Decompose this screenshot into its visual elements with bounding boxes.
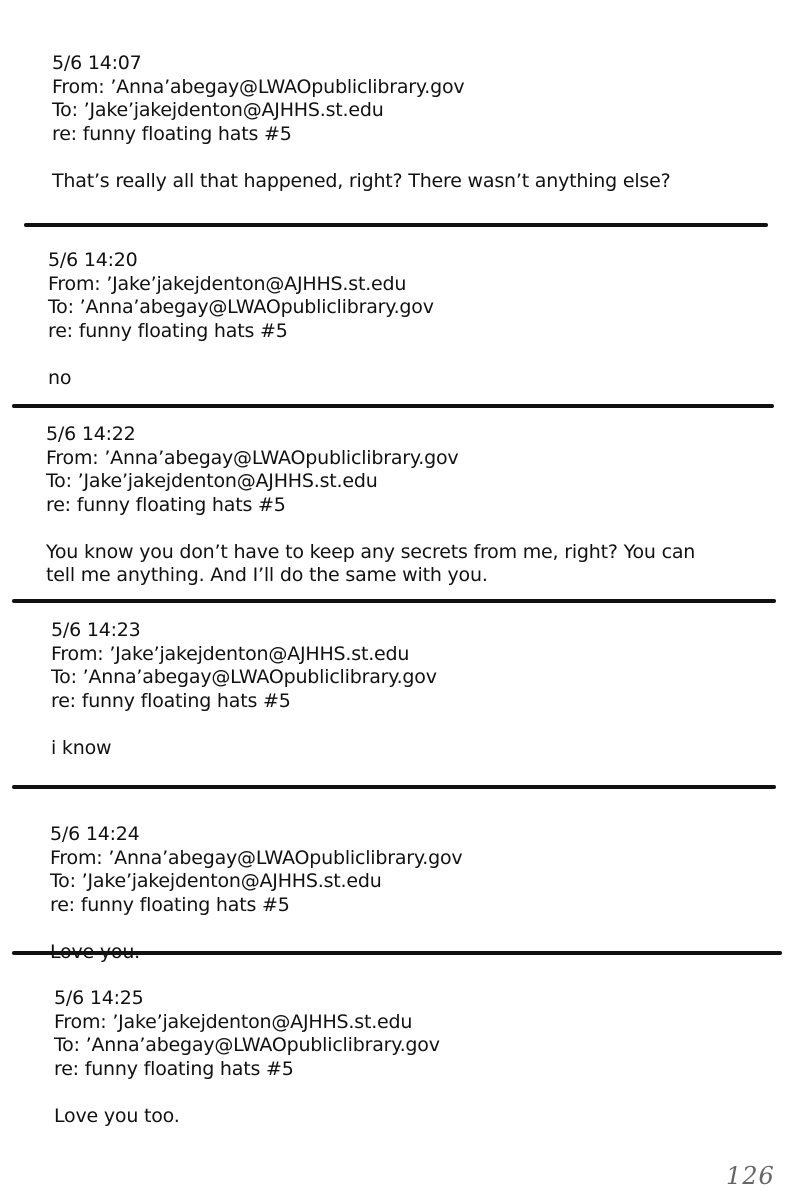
message-subject: re: funny floating hats #5 bbox=[51, 689, 291, 712]
email-message bbox=[48, 249, 738, 390]
message-from: From: ’Anna’abegay@LWAOpubliclibrary.gov bbox=[52, 75, 465, 98]
message-from: From: ’Jake’jakejdenton@AJHHS.st.edu bbox=[51, 642, 410, 665]
message-subject: re: funny floating hats #5 bbox=[50, 893, 290, 916]
message-to: To: ’Anna’abegay@LWAOpubliclibrary.gov bbox=[48, 296, 434, 318]
message-subject: re: funny floating hats #5 bbox=[46, 493, 286, 516]
email-message bbox=[54, 987, 744, 1128]
message-to: To: ’Anna’abegay@LWAOpubliclibrary.gov bbox=[51, 666, 437, 688]
message-timestamp: 5/6 14:25 bbox=[54, 987, 144, 1009]
message-subject: re: funny floating hats #5 bbox=[48, 319, 288, 342]
message-to: To: ’Jake’jakejdenton@AJHHS.st.edu bbox=[50, 870, 382, 892]
email-message bbox=[51, 619, 741, 760]
message-divider bbox=[12, 404, 774, 408]
message-subject: re: funny floating hats #5 bbox=[52, 122, 292, 145]
message-from: From: ’Jake’jakejdenton@AJHHS.st.edu bbox=[48, 272, 407, 295]
page-number: 126 bbox=[726, 1162, 775, 1190]
message-from: From: ’Anna’abegay@LWAOpubliclibrary.gov bbox=[46, 446, 459, 469]
message-body: i know bbox=[51, 736, 112, 759]
message-subject: re: funny floating hats #5 bbox=[54, 1057, 294, 1080]
message-timestamp: 5/6 14:22 bbox=[46, 423, 136, 445]
message-timestamp: 5/6 14:07 bbox=[52, 52, 142, 74]
message-from: From: ’Anna’abegay@LWAOpubliclibrary.gov bbox=[50, 846, 463, 869]
message-body: That’s really all that happened, right? There wasn’t anything else? bbox=[52, 169, 671, 192]
message-timestamp: 5/6 14:20 bbox=[48, 249, 138, 271]
email-message bbox=[50, 823, 740, 964]
message-timestamp: 5/6 14:24 bbox=[50, 823, 140, 845]
message-divider bbox=[12, 599, 776, 603]
message-from: From: ’Jake’jakejdenton@AJHHS.st.edu bbox=[54, 1010, 413, 1033]
email-message bbox=[52, 52, 742, 193]
message-to: To: ’Jake’jakejdenton@AJHHS.st.edu bbox=[52, 99, 384, 121]
message-to: To: ’Jake’jakejdenton@AJHHS.st.edu bbox=[46, 470, 378, 492]
message-timestamp: 5/6 14:23 bbox=[51, 619, 141, 641]
message-body: You know you don’t have to keep any secrets from me, right? You can tell me anything. And I’ll do the same with you. bbox=[46, 540, 696, 586]
message-divider bbox=[12, 785, 776, 789]
message-divider bbox=[12, 951, 782, 955]
email-message bbox=[46, 423, 726, 588]
message-body: Love you too. bbox=[54, 1104, 180, 1127]
message-to: To: ’Anna’abegay@LWAOpubliclibrary.gov bbox=[54, 1034, 440, 1056]
message-divider bbox=[24, 223, 768, 227]
message-body: no bbox=[48, 366, 72, 389]
